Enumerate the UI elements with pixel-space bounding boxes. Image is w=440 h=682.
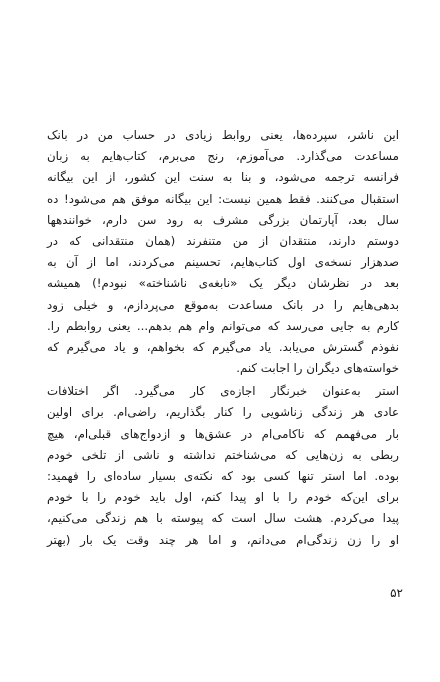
text-line: استقبال می‌کنند. فقط همین نیست: این بیگانه موفق هم می‌شود! ده bbox=[47, 191, 399, 206]
text-line: سال بعد، آپارتمان بزرگی مشرف به رود سن دارم، خوانندهها bbox=[47, 212, 399, 227]
text-line: بوده. اما استر تنها کسی بود که نکته‌ی بسیار ساده‌ای را فهمید: bbox=[47, 469, 399, 483]
text-line: مساعدت می‌گذارد. می‌آموزم، رنج می‌برم، کتاب‌هایم به زبان bbox=[47, 149, 399, 164]
text-line: کارم به جایی می‌رسد که می‌توانم وام هم بدهم... یعنی روابطم را. bbox=[47, 318, 399, 333]
text-line: نفوذم گسترش می‌یابد. یاد می‌گیرم که بخواهم، و یاد می‌گیرم که bbox=[47, 339, 399, 354]
text-line: دوستم دارند، منتقدان از من متنفرند (همان منتقدانی که در bbox=[47, 233, 399, 248]
text-line: بار می‌فهمم که ناکامی‌ام در عشق‌ها و ازدواج‌های قبلی‌ام، هیچ bbox=[47, 426, 399, 441]
text-line: پیدا می‌کردم. هشت سال است که پیوسته با هم زندگی می‌کنیم، bbox=[47, 511, 399, 526]
text-line: این ناشر، سپرده‌ها، یعنی روابط زیادی در حساب من در بانک bbox=[47, 128, 399, 142]
text-line: صدهزار نسخه‌ی اول کتاب‌هایم، تحسینم می‌کردند، اما از آن به bbox=[47, 255, 399, 270]
body-text bbox=[47, 125, 399, 551]
text-line: خواسته‌های دیگران را اجابت کنم. bbox=[236, 361, 399, 376]
text-line: برای این‌که خودم را با او پیدا کنم، اول باید خودم را با خودم bbox=[47, 490, 399, 505]
text-line: بعد در نظرشان دیگر یک «نابغه‌ی ناشناخته» نبودم!) همیشه bbox=[47, 276, 399, 291]
text-line: استر به‌عنوان خبرنگار اجازه‌ی کار می‌گیرد. اگر اختلافات bbox=[47, 384, 399, 399]
page-number: ۵۲ bbox=[390, 586, 403, 600]
text-line: فرانسه ترجمه می‌شود، و بنا به سنت این کشور، از این بیگانه bbox=[47, 170, 399, 185]
text-line: ربطی به زن‌هایی که می‌شناختم نداشته و ناشی از تلخی خودم bbox=[47, 447, 399, 462]
text-line: او را زن زندگی‌ام می‌دانم، و اما هر چند وقت یک بار (بهتر bbox=[47, 532, 399, 547]
text-line: بدهی‌هایم را در بانک مساعدت به‌موقع می‌پردازم، و خیلی زود bbox=[47, 297, 399, 312]
text-line: عادی هر زندگی زناشویی را کنار بگذاریم، راضی‌ام. برای اولین bbox=[47, 405, 399, 420]
